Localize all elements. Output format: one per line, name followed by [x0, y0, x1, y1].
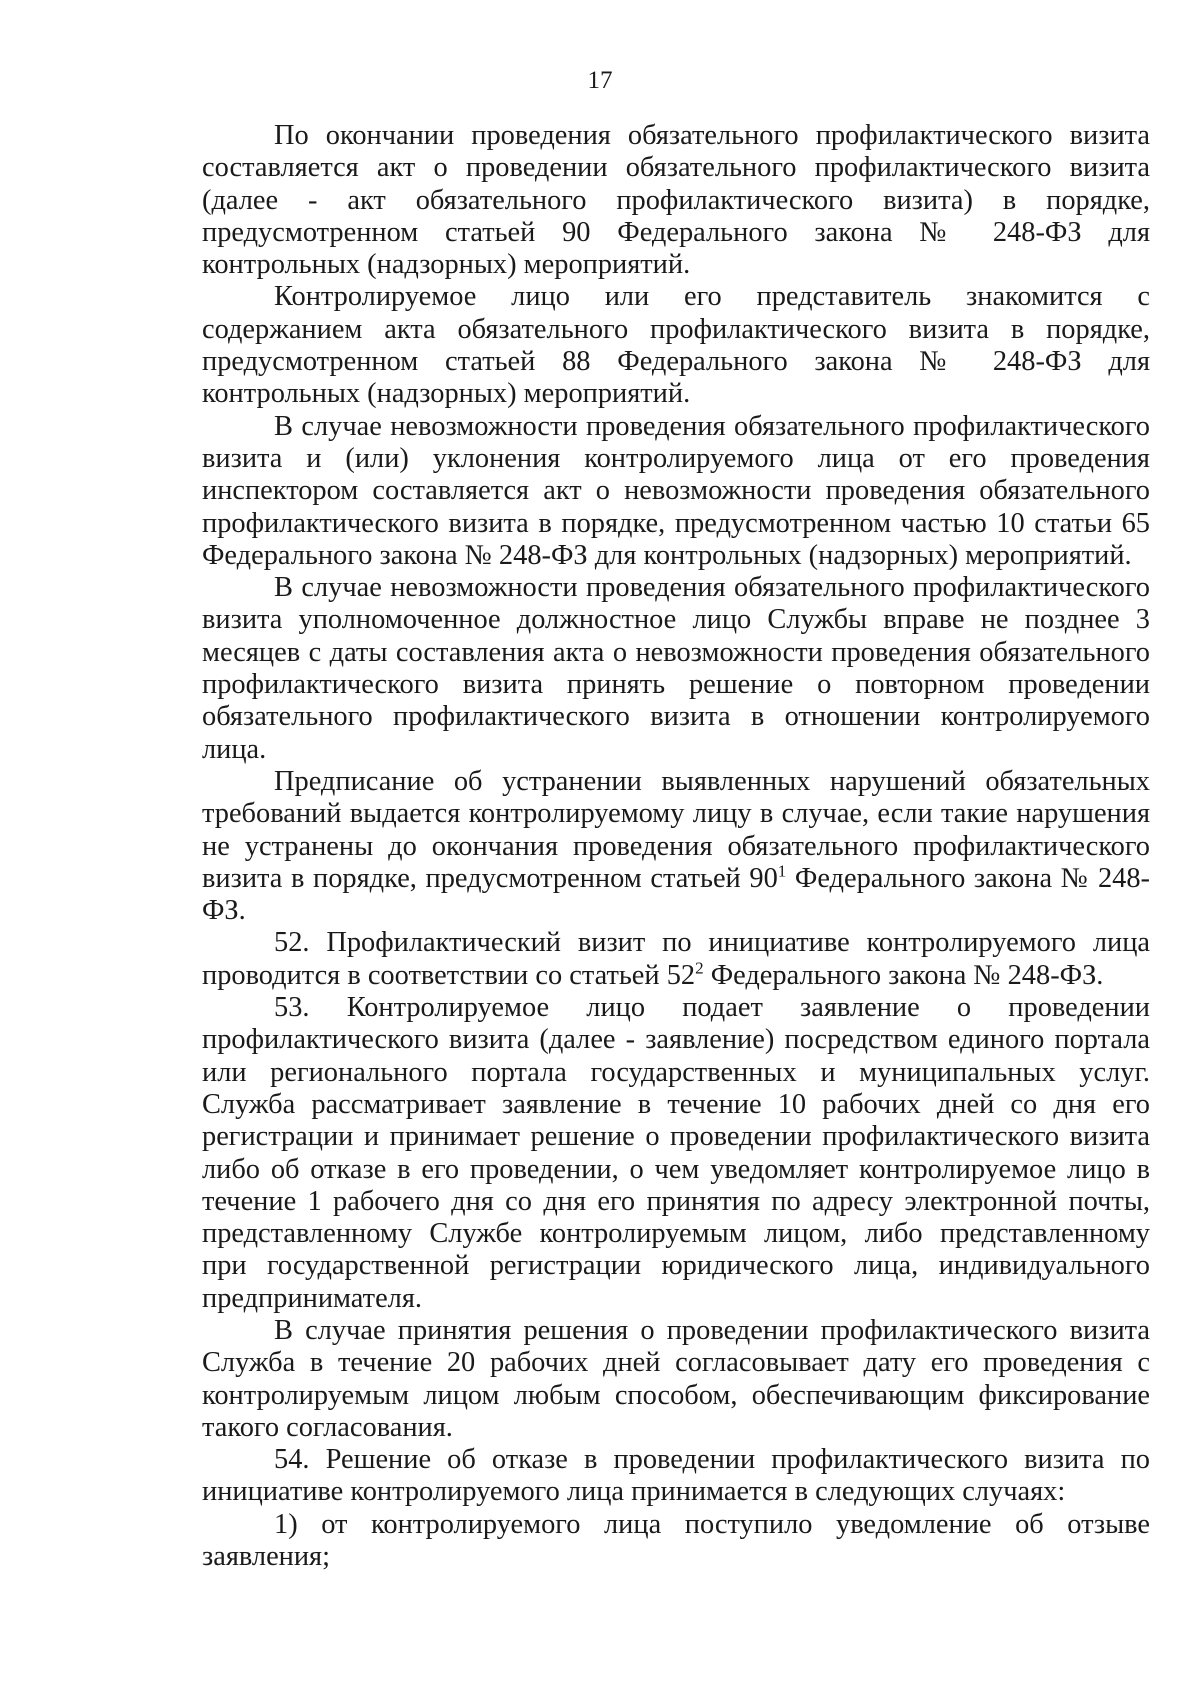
- paragraph-impossibility-act: В случае невозможности проведения обязательного профилактического визита и (или) уклонения контролируемого лица от его проведения инспектором составляется акт о невозможности проведения обязательного профилактического визита в порядке, предусмотренном частью 10 статьи 65 Федерального закона № 248-ФЗ для контрольных (надзорных) мероприятий.: [202, 410, 1150, 571]
- paragraph-prescription: [202, 766, 1150, 927]
- paragraph-item-52: [202, 927, 1150, 992]
- article-superscript: 1: [777, 861, 787, 881]
- article-superscript: 2: [695, 958, 704, 978]
- paragraph-act-of-visit: По окончании проведения обязательного профилактического визита составляется акт о проведении обязательного профилактического визита (далее - акт обязательного профилактического визита) в порядке, предусмотренном статьей 90 Федерального закона № 248-ФЗ для контрольных (надзорных) мероприятий.: [202, 120, 1150, 281]
- list-item-1: 1) от контролируемого лица поступило уведомление об отзыве заявления;: [202, 1508, 1150, 1573]
- document-body: [202, 120, 1150, 1573]
- page-number: 17: [587, 67, 613, 94]
- item-52-text: 52. Профилактический визит по инициативе контролируемого лица проводится в соответствии со статьей 52: [202, 927, 1150, 991]
- item-52-law-ref: Федерального закона № 248-ФЗ.: [703, 959, 1104, 991]
- paragraph-date-agreement: В случае принятия решения о проведении профилактического визита Служба в течение 20 рабочих дней согласовывает дату его проведения с контролируемым лицом любым способом, обеспечивающим фиксирование такого согласования.: [202, 1314, 1150, 1443]
- prescription-text: Предписание об устранении выявленных нарушений обязательных требований выдается контролируемому лицу в случае, если такие нарушения не устранены до окончания проведения обязательного профилактического визита в порядке, предусмотренном статьей 90: [202, 765, 1150, 894]
- paragraph-item-54: 54. Решение об отказе в проведении профилактического визита по инициативе контролируемого лица принимается в следующих случаях:: [202, 1444, 1150, 1508]
- prescription-law-ref: Федерального закона № 248-ФЗ.: [202, 862, 1150, 927]
- paragraph-repeat-visit: В случае невозможности проведения обязательного профилактического визита уполномоченное должностное лицо Службы вправе не позднее 3 месяцев с даты составления акта о невозможности проведения обязательного профилактического визита принять решение о повторном проведении обязательного профилактического визита в отношении контролируемого лица.: [202, 572, 1150, 765]
- paragraph-familiarization: Контролируемое лицо или его представитель знакомится с содержанием акта обязательного профилактического визита в порядке, предусмотренном статьей 88 Федерального закона № 248-ФЗ для контрольных (надзорных) мероприятий.: [202, 281, 1150, 410]
- paragraph-item-53: 53. Контролируемое лицо подает заявление о проведении профилактического визита (далее - заявление) посредством единого портала или регионального портала государственных и муниципальных услуг. Служба рассматривает заявление в течение 10 рабочих дней со дня его регистрации и принимает решение о проведении профилактического визита либо об отказе в его проведении, о чем уведомляет контролируемое лицо в течение 1 рабочего дня со дня его принятия по адресу электронной почты, представленному Службе контролируемым лицом, либо представленному при государственной регистрации юридического лица, индивидуального предпринимателя.: [202, 992, 1150, 1314]
